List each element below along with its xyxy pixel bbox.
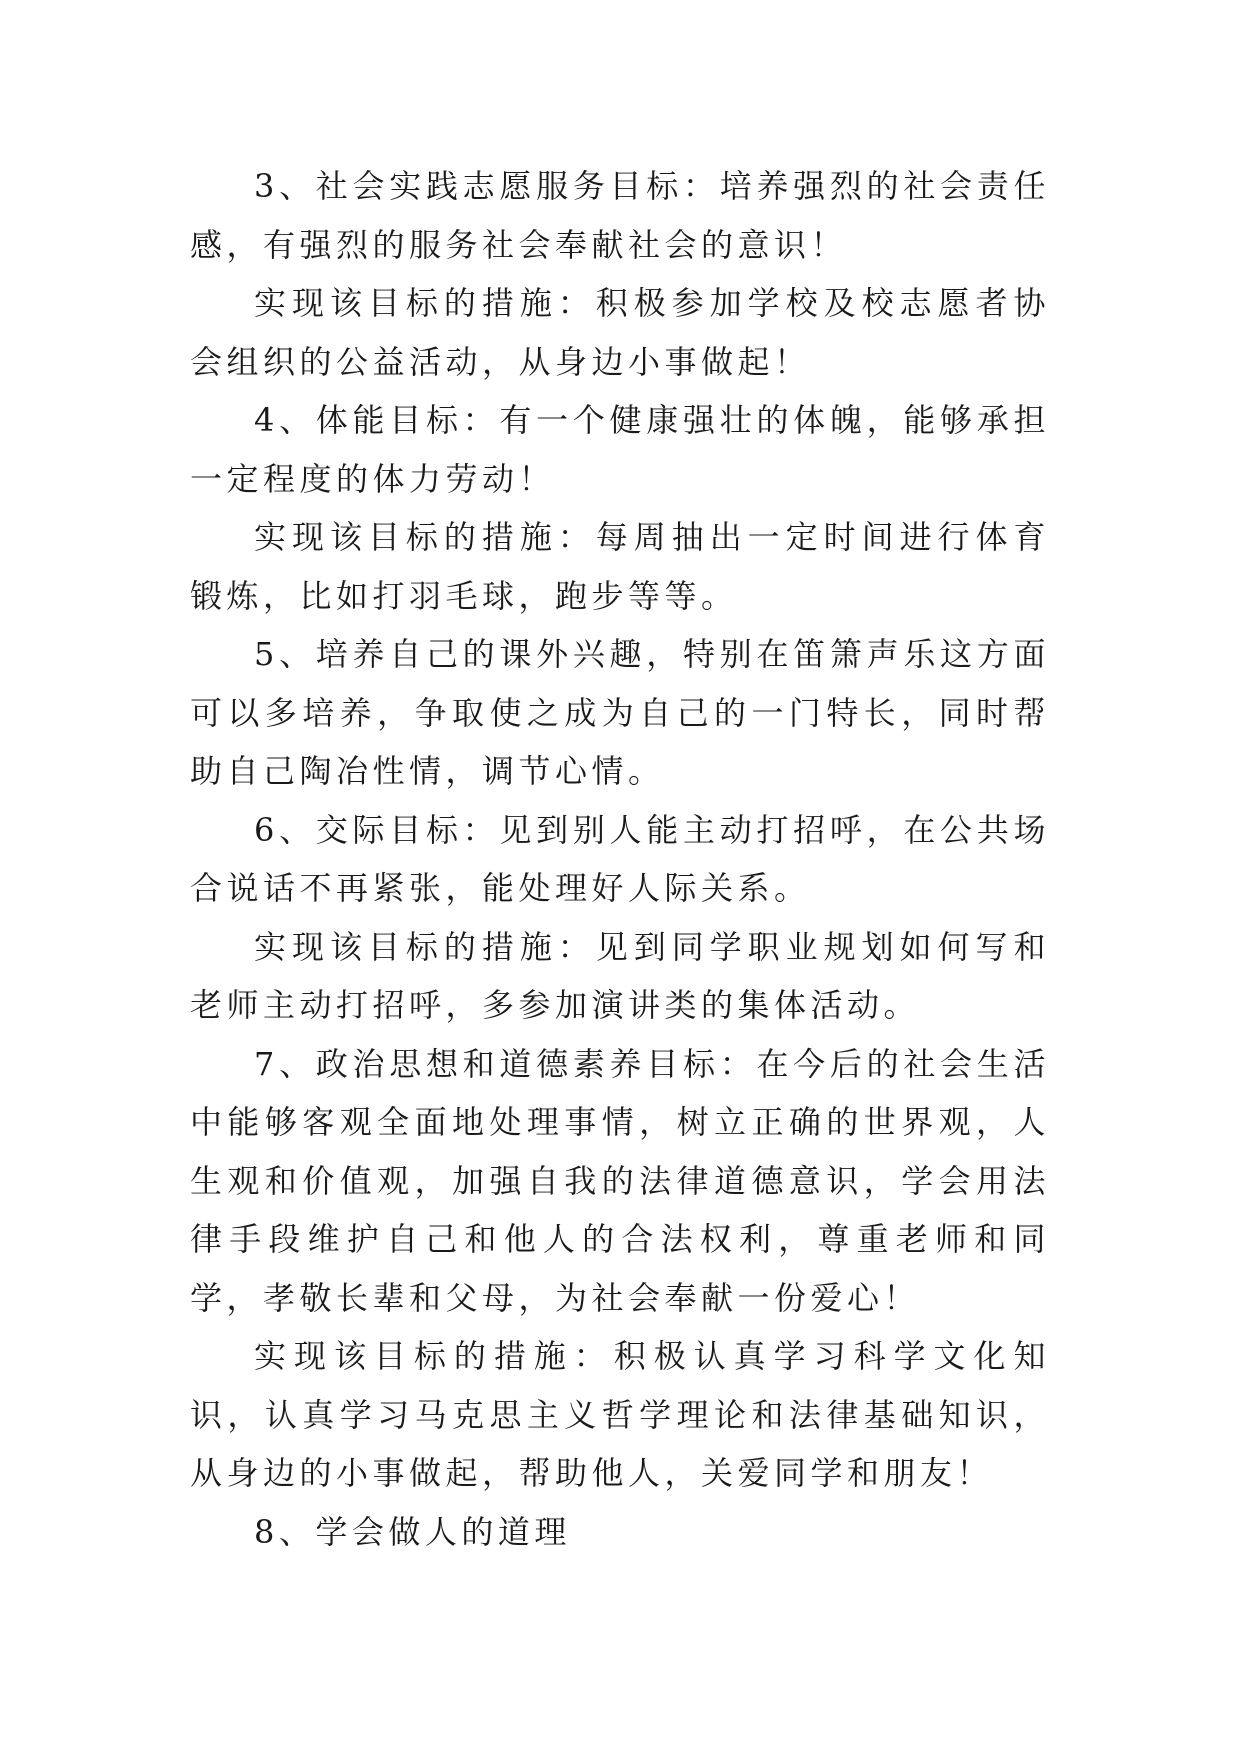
document-body — [190, 157, 1050, 1561]
paragraph-conduct-goal: 8、学会做人的道理 — [254, 1512, 571, 1551]
paragraph-fitness-measures: 实现该目标的措施：每周抽出一定时间进行体育锻炼，比如打羽毛球，跑步等等。 — [190, 518, 1050, 615]
paragraph-fitness-goal: 4、体能目标：有一个健康强壮的体魄，能够承担一定程度的体力劳动！ — [190, 401, 1050, 498]
paragraph-moral-goal: 7、政治思想和道德素养目标：在今后的社会生活中能够客观全面地处理事情，树立正确的世界观，人生观和价值观，加强自我的法律道德意识，学会用法律手段维护自己和他人的合法权利，尊重老师和同学，孝敬长辈和父母，为社会奉献一份爱心！ — [190, 1044, 1050, 1317]
paragraph-social-measures: 实现该目标的措施：见到同学职业规划如何写和老师主动打招呼，多参加演讲类的集体活动。 — [190, 927, 1050, 1024]
paragraph-moral-measures: 实现该目标的措施：积极认真学习科学文化知识，认真学习马克思主义哲学理论和法律基础知识，从身边的小事做起，帮助他人，关爱同学和朋友！ — [190, 1337, 1050, 1492]
paragraph-volunteer-measures: 实现该目标的措施：积极参加学校及校志愿者协会组织的公益活动，从身边小事做起！ — [190, 284, 1050, 381]
paragraph-volunteer-goal: 3、社会实践志愿服务目标：培养强烈的社会责任感，有强烈的服务社会奉献社会的意识！ — [190, 167, 1050, 264]
paragraph-social-goal: 6、交际目标：见到别人能主动打招呼，在公共场合说话不再紧张，能处理好人际关系。 — [190, 810, 1050, 907]
paragraph-interests-goal: 5、培养自己的课外兴趣，特别在笛箫声乐这方面可以多培养，争取使之成为自己的一门特长，同时帮助自己陶冶性情，调节心情。 — [190, 635, 1050, 790]
